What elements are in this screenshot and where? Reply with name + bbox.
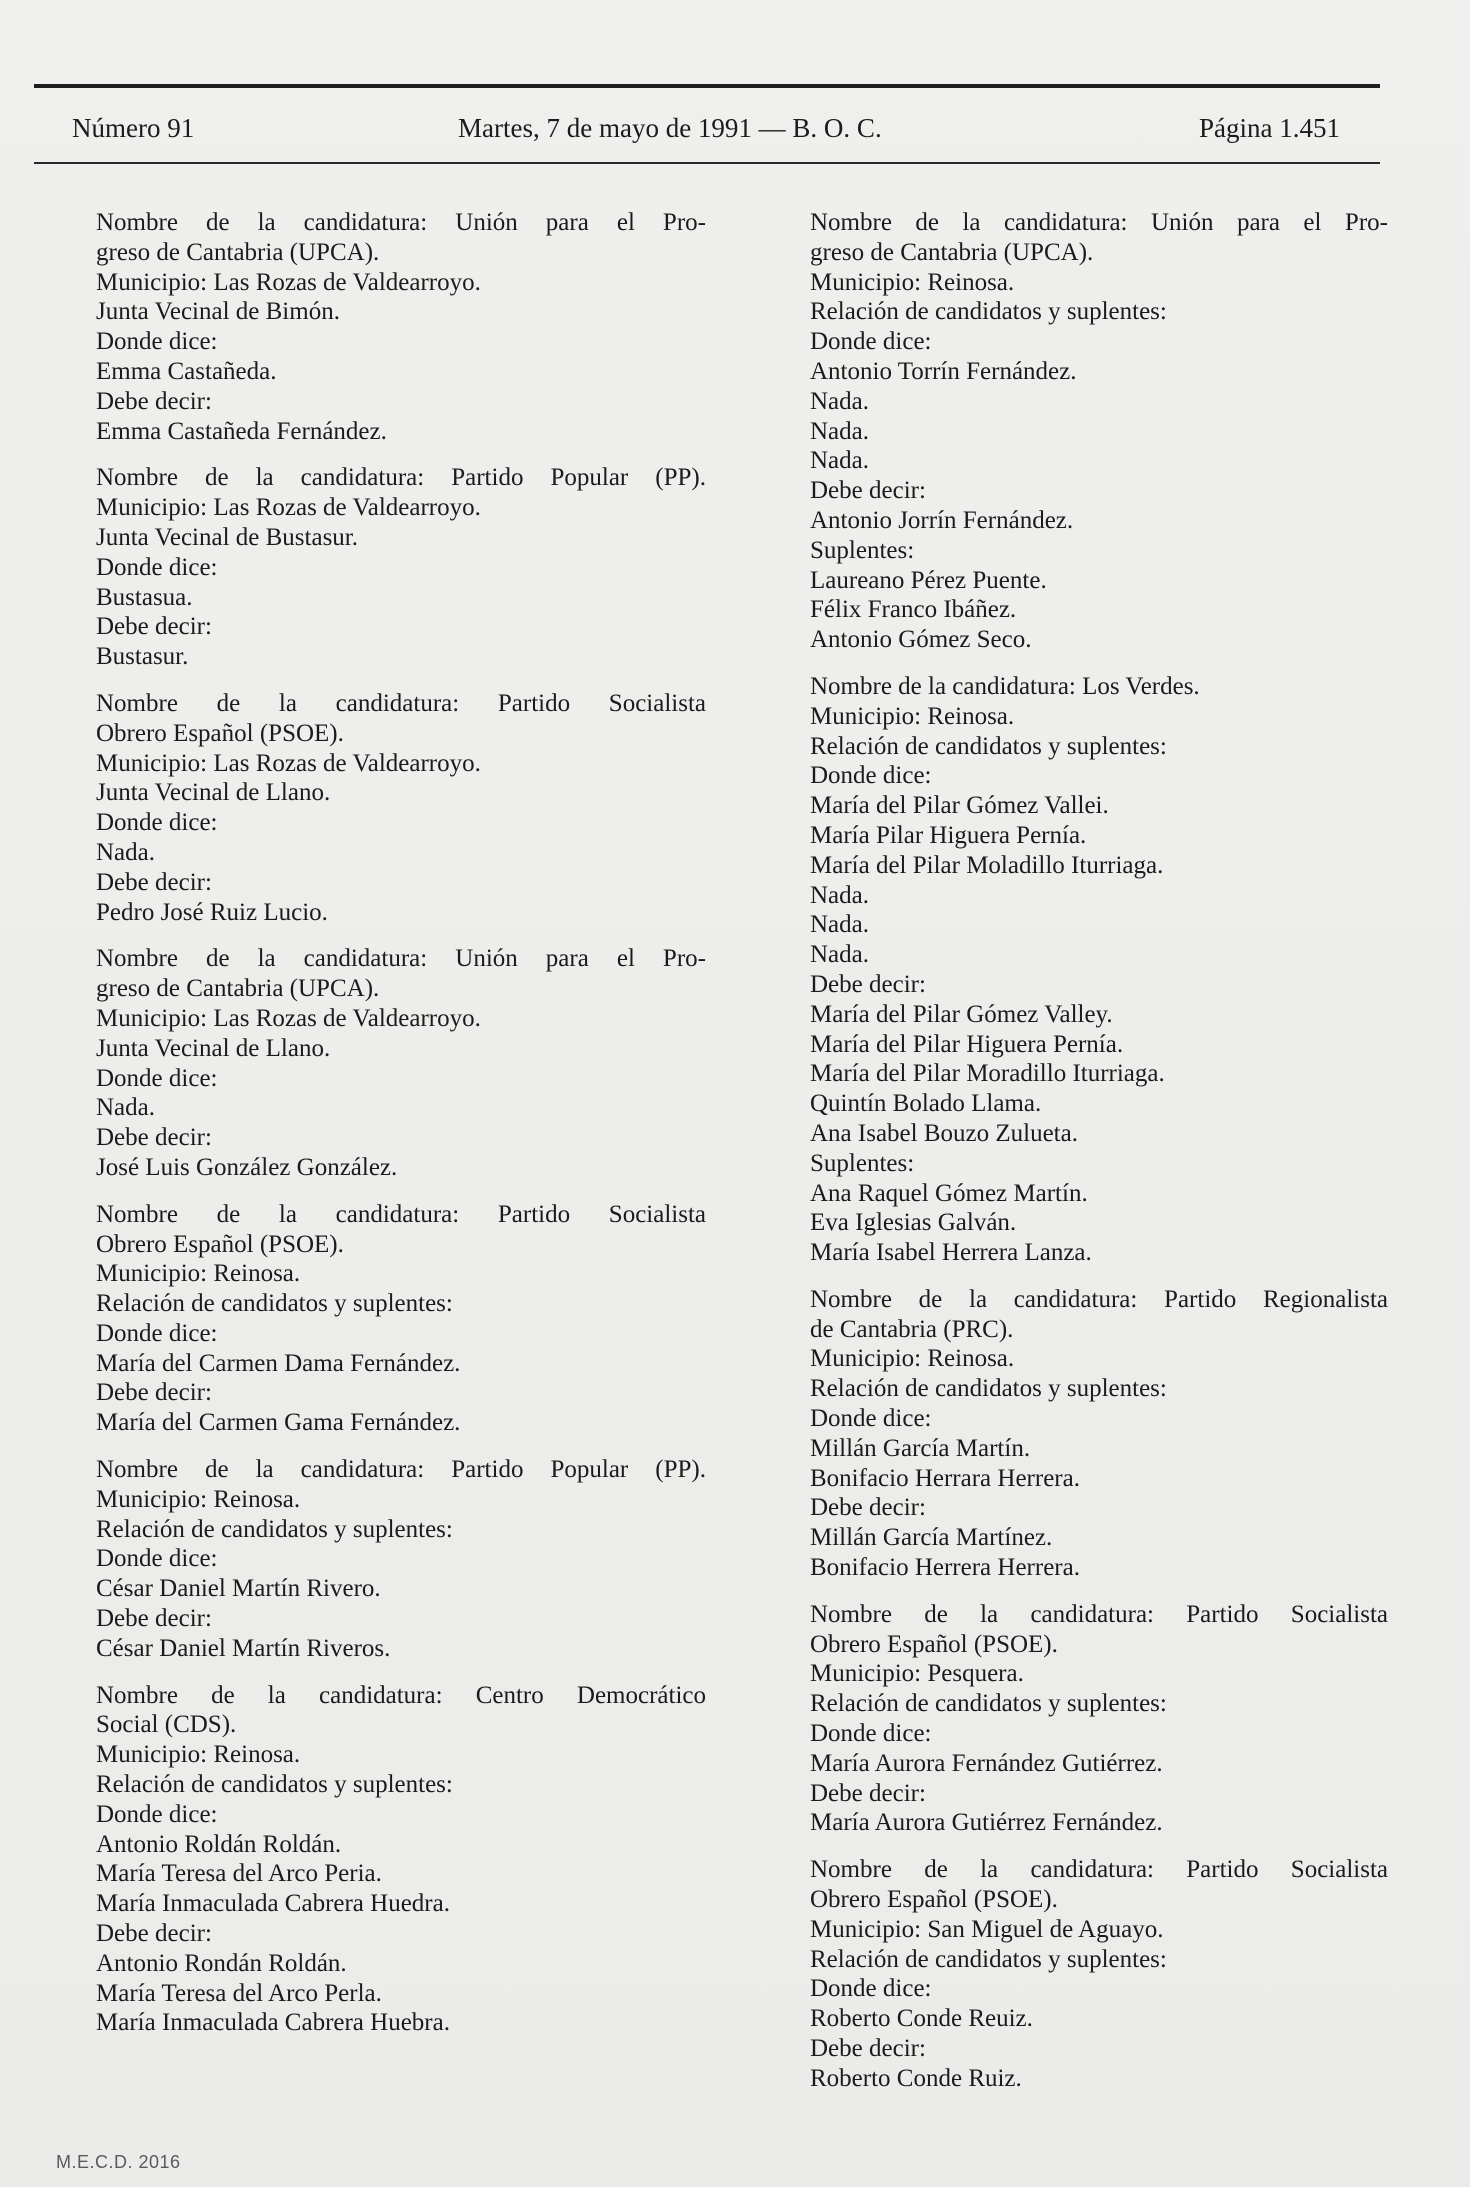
entry-line: Suplentes: (810, 1149, 915, 1177)
entry-line: María del Pilar Higuera Pernía. (810, 1030, 1124, 1058)
entry-line: Municipio: Las Rozas de Valdearroyo. (96, 749, 481, 777)
entry-line: Municipio: Reinosa. (810, 1345, 1015, 1373)
entry-line: Municipio: Reinosa. (810, 268, 1015, 296)
entry-line: Laureano Pérez Puente. (810, 566, 1047, 594)
entry-line: Municipio: Reinosa. (96, 1741, 301, 1769)
entry-line: Donde dice: (810, 1975, 932, 2003)
entry-line: Millán García Martín. (810, 1434, 1031, 1462)
page-number: Página 1.451 (1199, 113, 1340, 143)
entry-line: Obrero Español (PSOE). (810, 1630, 1058, 1658)
entry-line: Relación de candidatos y suplentes: (810, 1375, 1167, 1403)
entry-line: greso de Cantabria (UPCA). (96, 975, 380, 1003)
entry-line: Antonio Jorrín Fernández. (810, 506, 1074, 534)
candidacy-heading: Nombre de la candidatura: Unión para el Pro- (96, 945, 706, 973)
entry-line: Nada. (96, 1094, 155, 1122)
entry-line: Municipio: Las Rozas de Valdearroyo. (96, 494, 481, 522)
entry-line: Junta Vecinal de Llano. (96, 779, 331, 807)
entry-line: César Daniel Martín Riveros. (96, 1634, 391, 1662)
entry-line: Relación de candidatos y suplentes: (96, 1290, 453, 1318)
entry-line: Donde dice: (810, 328, 932, 356)
entry-line: Suplentes: (810, 536, 915, 564)
entry-line: María del Pilar Moradillo Iturriaga. (810, 1060, 1165, 1088)
entry-line: María Aurora Fernández Gutiérrez. (810, 1749, 1163, 1777)
correction-entry (810, 672, 1388, 1268)
entry-line: Obrero Español (PSOE). (96, 719, 344, 747)
entry-line: Municipio: Las Rozas de Valdearroyo. (96, 1004, 481, 1032)
entry-line: Bustasur. (96, 643, 189, 671)
entry-line: Obrero Español (PSOE). (96, 1230, 344, 1258)
entry-line: Municipio: Las Rozas de Valdearroyo. (96, 268, 481, 296)
entry-line: Donde dice: (810, 1720, 932, 1748)
left-column (96, 208, 706, 2055)
entry-line: Antonio Gómez Seco. (810, 626, 1032, 654)
entry-line: María del Pilar Gómez Valley. (810, 1000, 1113, 1028)
entry-line: Nada. (810, 447, 869, 475)
candidacy-heading: Nombre de la candidatura: Partido Popular (PP). (96, 1456, 706, 1484)
entry-line: Donde dice: (810, 1405, 932, 1433)
entry-line: Debe decir: (96, 1920, 212, 1948)
entry-line: Emma Castañeda. (96, 357, 277, 385)
entry-line: Municipio: Reinosa. (96, 1485, 301, 1513)
page-header (72, 108, 1340, 148)
entry-line: Félix Franco Ibáñez. (810, 596, 1017, 624)
entry-line: greso de Cantabria (UPCA). (810, 238, 1094, 266)
candidacy-heading: Nombre de la candidatura: Partido Socialista (810, 1600, 1388, 1628)
candidacy-heading: Nombre de la candidatura: Partido Socialista (96, 689, 706, 717)
entry-line: Municipio: Reinosa. (96, 1260, 301, 1288)
entry-line: Debe decir: (96, 1605, 212, 1633)
candidacy-heading: Nombre de la candidatura: Partido Socialista (96, 1200, 706, 1228)
correction-entry (96, 944, 706, 1182)
entry-line: Relación de candidatos y suplentes: (810, 1690, 1167, 1718)
entry-line: María Teresa del Arco Perla. (96, 1979, 382, 2007)
correction-entry (96, 463, 706, 672)
entry-line: Relación de candidatos y suplentes: (96, 1771, 453, 1799)
entry-line: Donde dice: (96, 1545, 218, 1573)
issue-date: Martes, 7 de mayo de 1991 — B. O. C. (458, 113, 882, 143)
correction-entry (810, 1285, 1388, 1583)
entry-line: María del Pilar Moladillo Iturriaga. (810, 851, 1164, 879)
correction-entry (810, 1600, 1388, 1838)
entry-line: Junta Vecinal de Llano. (96, 1034, 331, 1062)
correction-entry (96, 1681, 706, 2039)
correction-entry (810, 208, 1388, 655)
entry-line: Donde dice: (96, 1064, 218, 1092)
candidacy-heading: Nombre de la candidatura: Centro Democrático (96, 1681, 706, 1709)
entry-line: Roberto Conde Reuiz. (810, 2005, 1033, 2033)
entry-line: María Teresa del Arco Peria. (96, 1860, 382, 1888)
entry-line: Municipio: San Miguel de Aguayo. (810, 1915, 1164, 1943)
entry-line: Donde dice: (96, 553, 218, 581)
correction-entry (96, 1455, 706, 1664)
entry-line: Debe decir: (96, 868, 212, 896)
entry-line: Ana Isabel Bouzo Zulueta. (810, 1119, 1078, 1147)
entry-line: Nada. (810, 911, 869, 939)
entry-line: Antonio Roldán Roldán. (96, 1830, 342, 1858)
entry-line: Bustasua. (96, 583, 193, 611)
entry-line: Nada. (810, 417, 869, 445)
entry-line: María del Carmen Gama Fernández. (96, 1409, 461, 1437)
entry-line: María Pilar Higuera Pernía. (810, 821, 1087, 849)
entry-line: Bonifacio Herrera Herrera. (810, 1554, 1080, 1582)
candidacy-heading: Nombre de la candidatura: Partido Regionalista (810, 1285, 1388, 1313)
entry-line: Donde dice: (96, 1319, 218, 1347)
entry-line: María Inmaculada Cabrera Huebra. (96, 2009, 450, 2037)
entry-line: Donde dice: (96, 328, 218, 356)
entry-line: Donde dice: (96, 809, 218, 837)
entry-line: Nada. (810, 881, 869, 909)
entry-line: Nada. (810, 941, 869, 969)
entry-line: Relación de candidatos y suplentes: (810, 298, 1167, 326)
correction-entry (810, 1855, 1388, 2093)
header-top-rule (34, 84, 1380, 88)
right-column (810, 208, 1388, 2111)
entry-line: Antonio Rondán Roldán. (96, 1949, 347, 1977)
entry-line: Debe decir: (810, 1494, 926, 1522)
entry-line: José Luis González González. (96, 1153, 398, 1181)
entry-line: Social (CDS). (96, 1711, 237, 1739)
entry-line: Debe decir: (810, 1779, 926, 1807)
candidacy-heading: Nombre de la candidatura: Partido Popular (PP). (96, 464, 706, 492)
entry-line: Pedro José Ruiz Lucio. (96, 898, 328, 926)
entry-line: Municipio: Pesquera. (810, 1660, 1024, 1688)
entry-line: Roberto Conde Ruiz. (810, 2064, 1022, 2092)
entry-line: María Isabel Herrera Lanza. (810, 1239, 1092, 1267)
entry-line: Antonio Torrín Fernández. (810, 357, 1077, 385)
issue-number: Número 91 (72, 113, 195, 143)
entry-line: Debe decir: (96, 1379, 212, 1407)
entry-line: Eva Iglesias Galván. (810, 1209, 1017, 1237)
entry-line: Nada. (96, 838, 155, 866)
entry-line: Relación de candidatos y suplentes: (810, 1945, 1167, 1973)
candidacy-heading: Nombre de la candidatura: Unión para el Pro- (810, 209, 1388, 236)
entry-line: Debe decir: (96, 613, 212, 641)
entry-line: María del Pilar Gómez Vallei. (810, 792, 1109, 820)
entry-line: Debe decir: (810, 477, 926, 505)
entry-line: Relación de candidatos y suplentes: (810, 732, 1167, 760)
correction-entry (96, 208, 706, 446)
entry-line: María Inmaculada Cabrera Huedra. (96, 1890, 450, 1918)
entry-line: Emma Castañeda Fernández. (96, 417, 387, 445)
correction-entry (96, 1200, 706, 1438)
entry-line: Junta Vecinal de Bustasur. (96, 523, 358, 551)
entry-line: de Cantabria (PRC). (810, 1315, 1014, 1343)
entry-line: greso de Cantabria (UPCA). (96, 238, 380, 266)
candidacy-heading: Nombre de la candidatura: Partido Socialista (810, 1856, 1388, 1884)
entry-line: María del Carmen Dama Fernández. (96, 1349, 461, 1377)
entry-line: Nada. (810, 387, 869, 415)
entry-line: Donde dice: (810, 762, 932, 790)
entry-line: Millán García Martínez. (810, 1524, 1053, 1552)
footer-watermark: M.E.C.D. 2016 (56, 2152, 181, 2172)
entry-line: Municipio: Reinosa. (810, 702, 1015, 730)
entry-line: Donde dice: (96, 1800, 218, 1828)
entry-line: Junta Vecinal de Bimón. (96, 298, 340, 326)
header-bottom-rule (34, 162, 1380, 164)
entry-line: Debe decir: (96, 387, 212, 415)
entry-line: Debe decir: (810, 970, 926, 998)
entry-line: Obrero Español (PSOE). (810, 1886, 1058, 1914)
entry-line: María Aurora Gutiérrez Fernández. (810, 1809, 1163, 1837)
entry-line: Debe decir: (96, 1124, 212, 1152)
entry-line: Debe decir: (810, 2035, 926, 2063)
correction-entry (96, 689, 706, 927)
entry-line: Relación de candidatos y suplentes: (96, 1515, 453, 1543)
entry-line: Quintín Bolado Llama. (810, 1090, 1042, 1118)
candidacy-heading: Nombre de la candidatura: Unión para el Pro- (96, 209, 706, 236)
candidacy-heading: Nombre de la candidatura: Los Verdes. (810, 672, 1200, 700)
entry-line: César Daniel Martín Rivero. (96, 1575, 381, 1603)
entry-line: Bonifacio Herrara Herrera. (810, 1464, 1080, 1492)
entry-line: Ana Raquel Gómez Martín. (810, 1179, 1088, 1207)
